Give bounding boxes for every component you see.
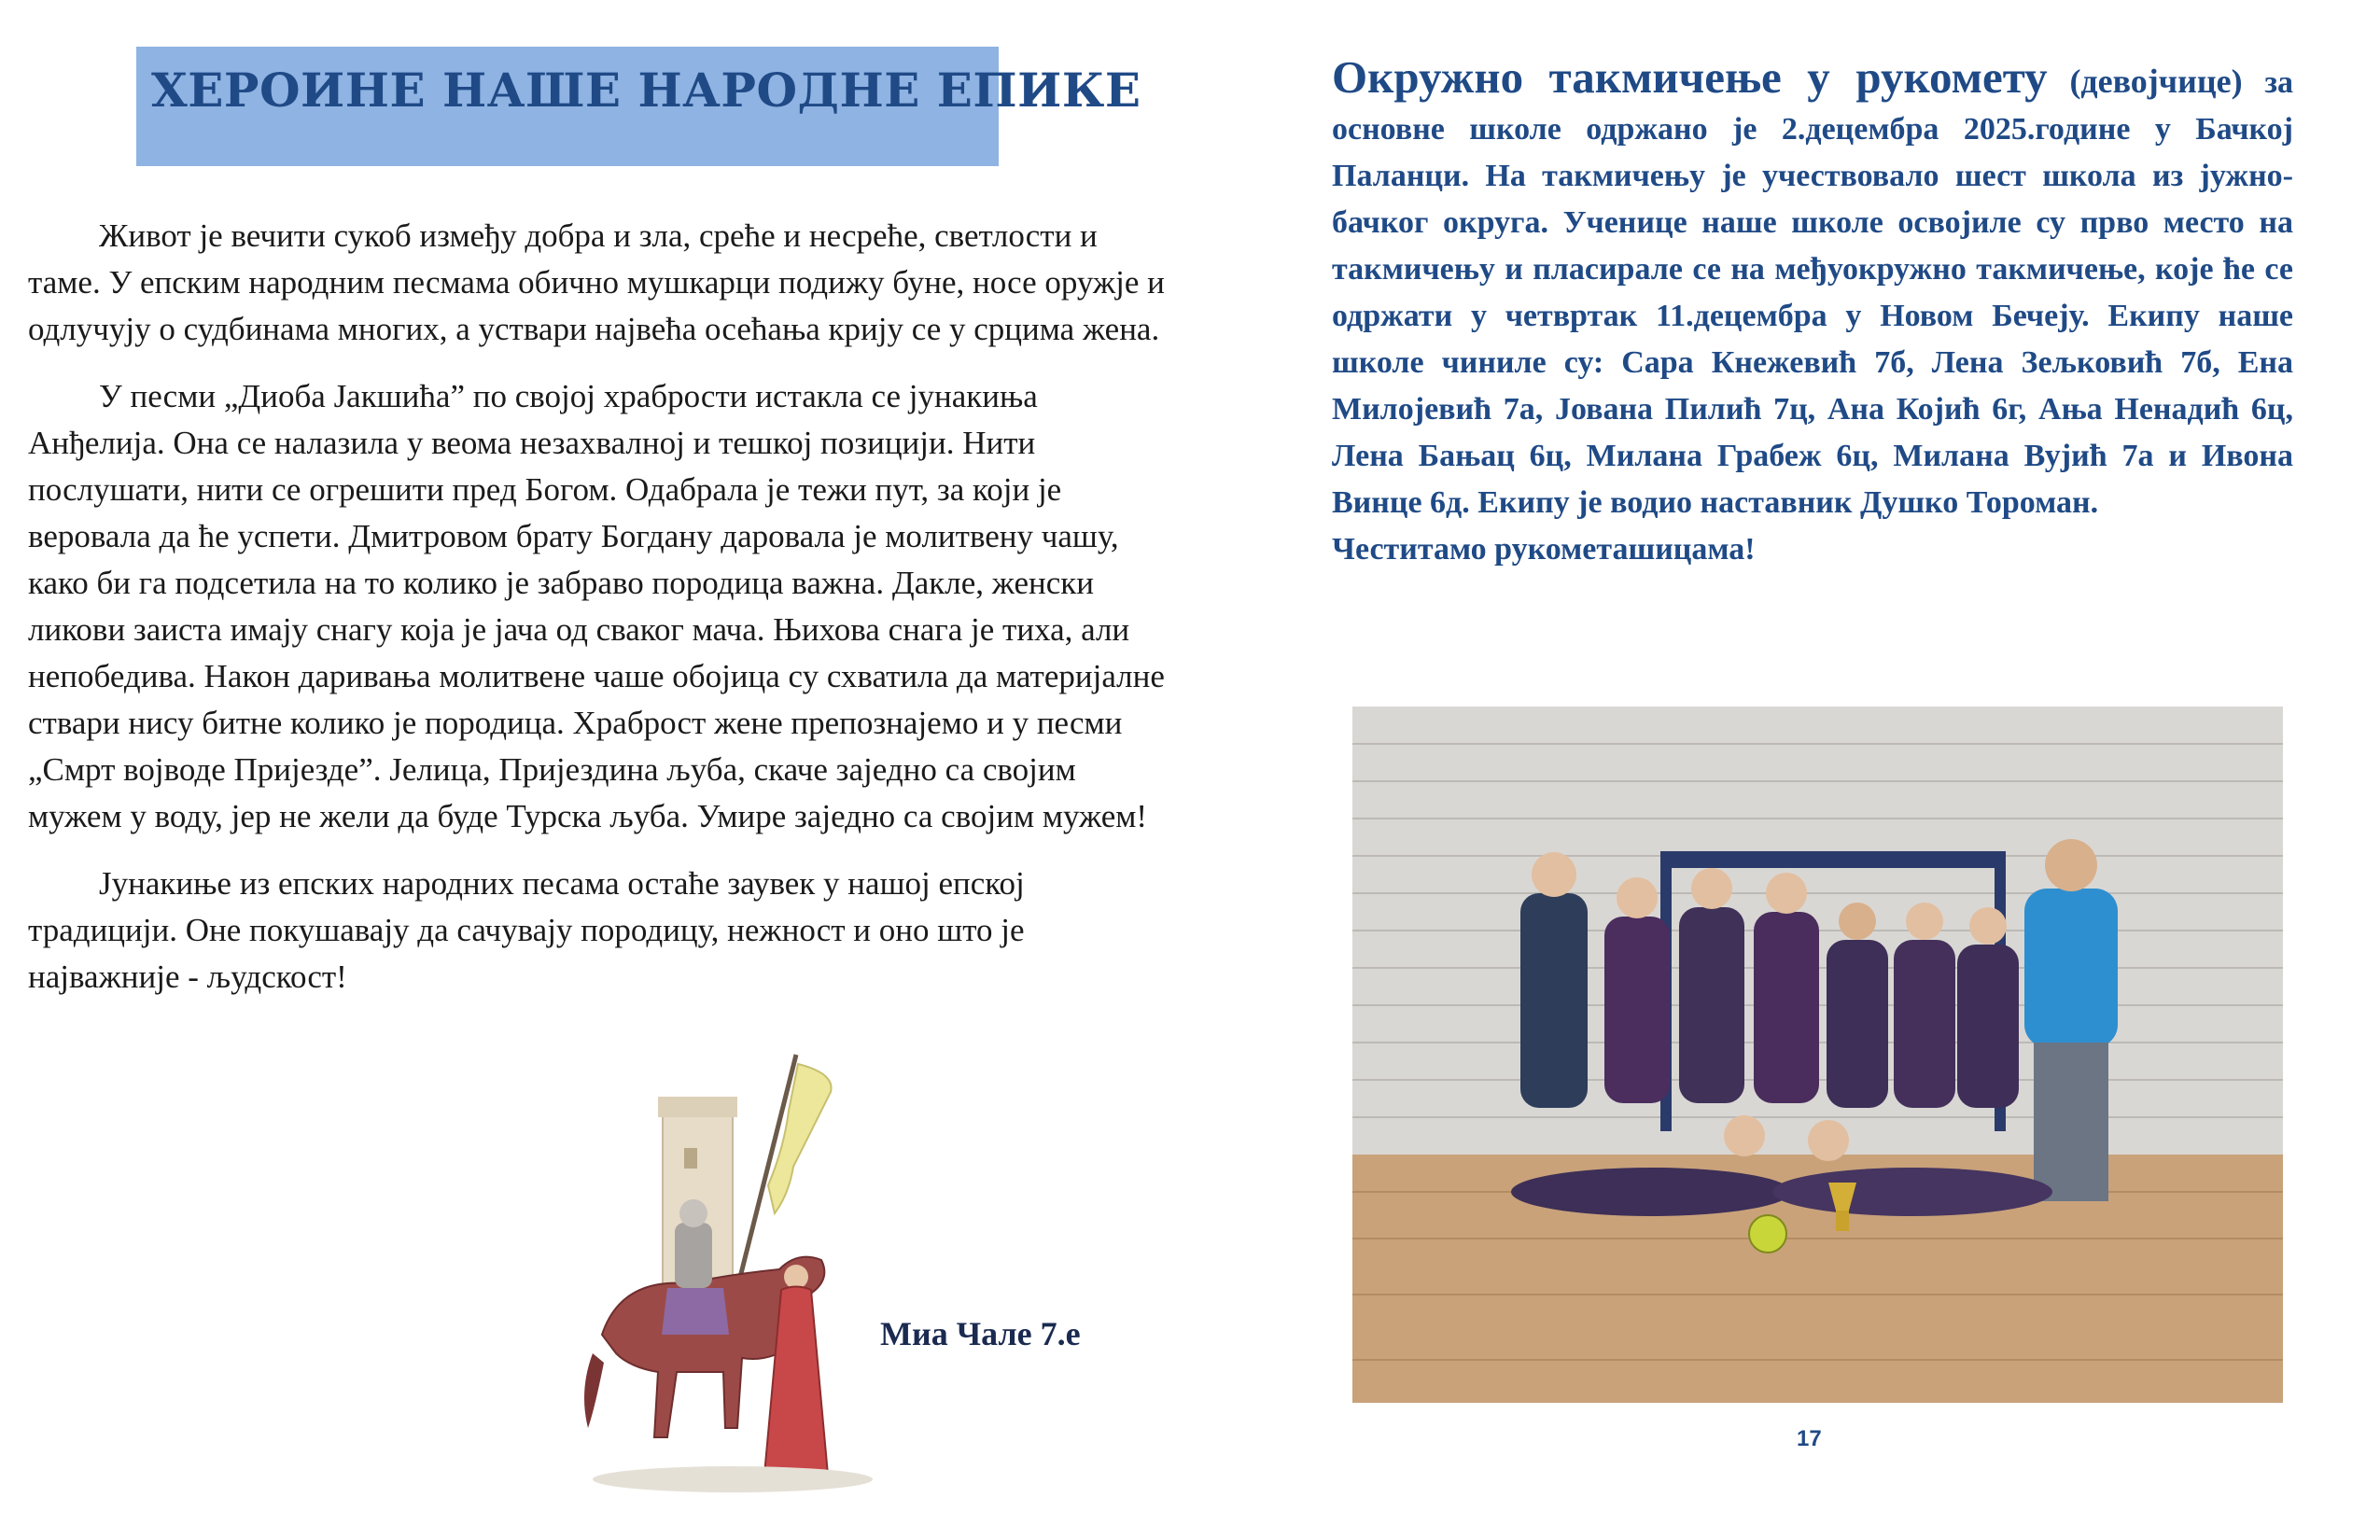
news-body: за основне школе одржано је 2.децембра 2025.године у Бачкој Паланци. На такмичењу је учествовало шест школа из јужно-бачког округа. Ученице наше школе освојиле су прво место на такмичењу и пласирале се на међуокружно такмичење, које ће се одржати у четвртак 11.децембра у Новом Бечеју. Екипу наше школе чиниле су: Сара Кнежевић 7б, Лена Зељковић 7б, Ена Милојевић 7а, Јована Пилић 7ц, Ана Којић 6г, Ања Ненадић 6ц, Лена Бањац 6ц, Милана Грабеж 6ц, Милана Вујић 7а и Ивона Винце 6д. Екипу је водио наставник Душко Тороман. xyxy=(1332,65,2294,520)
article-paragraph-3: Јунакиње из епских народних песама остаће заувек у нашој епској традицији. Оне покушавају да сачувају породицу, нежност и оно што је најважније - људскост! xyxy=(28,865,1025,995)
article-paragraph-1: Живот је вечити сукоб између добра и зла, среће и несреће, светлости и таме. У епским народним песмама обично мушкарци подижу буне, носе оружје и одлучују о судбинама многих, а уствари највећа осећања крију се у срцима жена. xyxy=(28,217,1165,347)
article-body xyxy=(28,213,1171,1021)
title-banner xyxy=(136,47,1141,166)
page-number: 17 xyxy=(1797,1426,1822,1451)
article-paragraph-2: У песми „Диоба Јакшића” по својој храбрости истакла се јунакиња Анђелија. Она се налазила у веома незахвалној и тешкој позицији. Нити послушати, нити се огрешити пред Богом. Одабрала је тежи пут, за који је веровала да ће успети. Дмитровом брату Богдану даровала је молитвену чашу, како би га подсетила на то колико је забраво породица важна. Дакле, женски ликови заиста имају снагу која је јача од сваког мача. Њихова снага је тиха, али непобедива. Након даривања молитвене чаше обојица су схватила да материјалне ствари нису битне колико је породица. Храброст жене препознајемо и у песми „Смрт војводе Пријезде”. Јелица, Пријездина љуба, скаче заједно са својим мужем у воду, јер не жели да буде Турска љуба. Умире заједно са својим мужем! xyxy=(28,378,1165,834)
handball-team-photo-icon xyxy=(1352,707,2283,1403)
news-headline: Окружно такмичење у рукомету xyxy=(1332,51,2048,103)
knight-horse-lady-illustration-icon xyxy=(565,1036,882,1503)
news-text xyxy=(1332,51,2294,526)
news-closing: Честитамо рукометашицама! xyxy=(1332,532,1756,567)
right-page xyxy=(1190,0,2380,1540)
news-headline-sub: (девојчице) xyxy=(2069,63,2243,100)
news-article xyxy=(1332,51,2294,573)
article-title: ХЕРОИНЕ НАШЕ НАРОДНЕ ЕПИКЕ xyxy=(151,63,1141,118)
author-name: Миа Чале 7.е xyxy=(880,1315,1081,1352)
